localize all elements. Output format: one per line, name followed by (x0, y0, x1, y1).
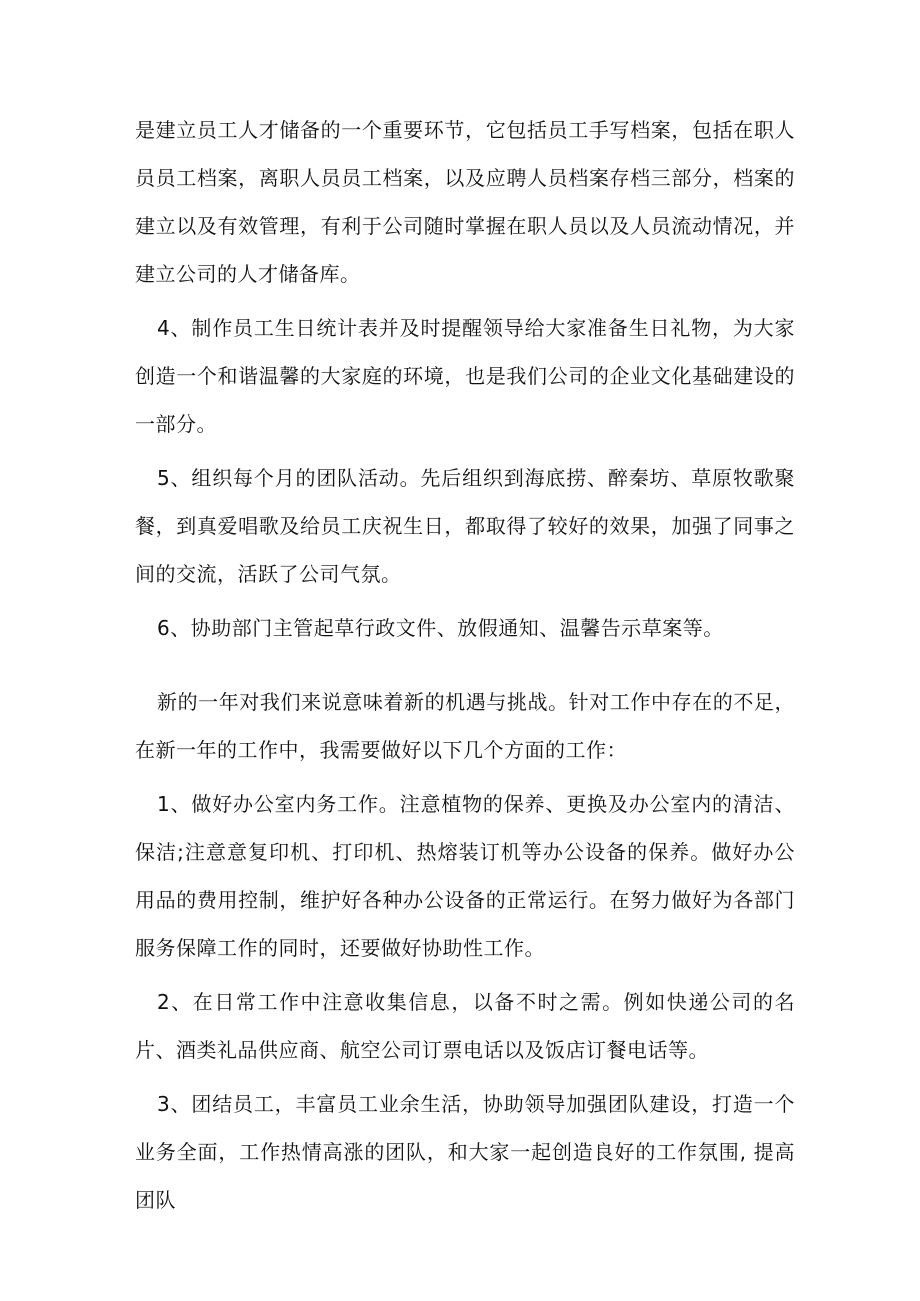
paragraph-item-5: 5、组织每个月的团队活动。先后组织到海底捞、醉秦坊、草原牧歌聚餐，到真爱唱歌及给员工庆祝生日，都取得了较好的效果，加强了同事之间的交流，活跃了公司气氛。 (135, 466, 795, 586)
paragraph-item-6: 6、协助部门主管起草行政文件、放假通知、温馨告示草案等。 (157, 616, 724, 640)
paragraph-plan-3: 3、团结员工，丰富员工业余生活，协助领导加强团队建设，打造一个业务全面，工作热情高涨的团队，和大家一起创造良好的工作氛围, 提高团队 (135, 1092, 795, 1212)
paragraph-archive-management: 是建立员工人才储备的一个重要环节，它包括员工手写档案，包括在职人员员工档案，离职人员员工档案，以及应聘人员档案存档三部分，档案的建立以及有效管理，有利于公司随时掌握在职人员以及人员流动情况，并建立公司的人才储备库。 (135, 118, 795, 286)
paragraph-plan-1: 1、做好办公室内务工作。注意植物的保养、更换及办公室内的清洁、保洁;注意意复印机、打印机、热熔装订机等办公设备的保养。做好办公用品的费用控制，维护好各种办公设备的正常运行。在努力做好为各部门服务保障工作的同时，还要做好协助性工作。 (135, 792, 795, 960)
paragraph-plan-2: 2、在日常工作中注意收集信息，以备不时之需。例如快递公司的名片、酒类礼品供应商、航空公司订票电话以及饭店订餐电话等。 (135, 990, 795, 1062)
paragraph-item-4: 4、制作员工生日统计表并及时提醒领导给大家准备生日礼物，为大家创造一个和谐温馨的大家庭的环境，也是我们公司的企业文化基础建设的一部分。 (135, 316, 795, 436)
document-body (135, 106, 795, 1230)
paragraph-new-year-intro: 新的一年对我们来说意味着新的机遇与挑战。针对工作中存在的不足，在新一年的工作中，我需要做好以下几个方面的工作： (135, 690, 795, 762)
